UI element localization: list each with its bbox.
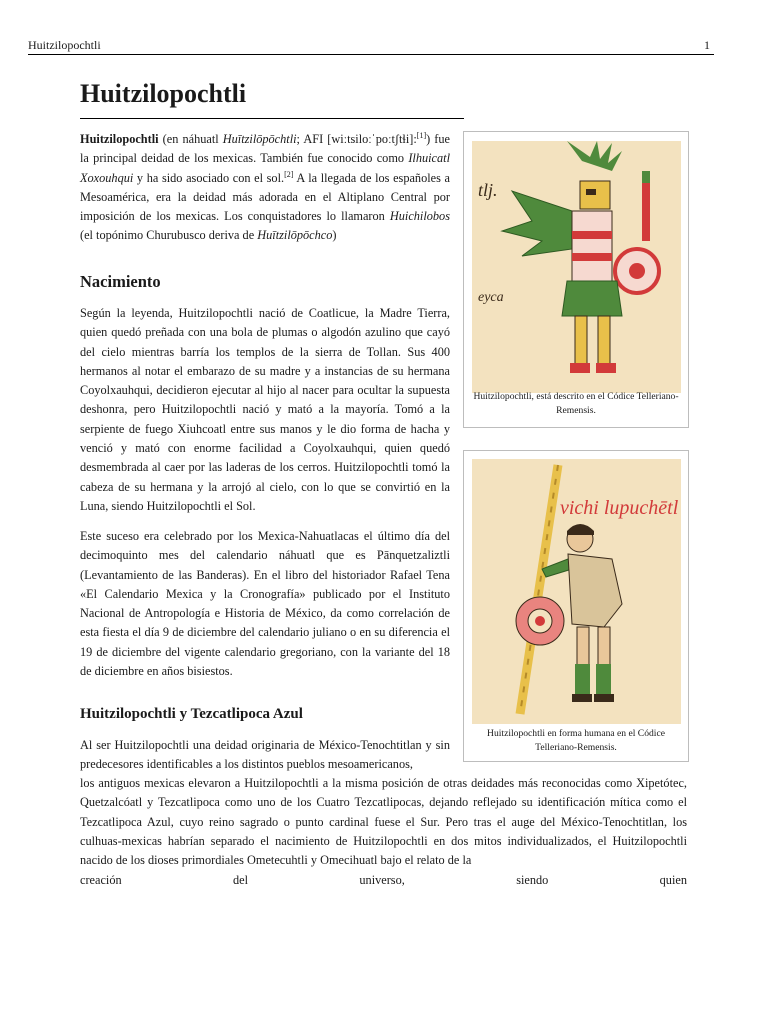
intro-text: ) <box>332 228 337 243</box>
paragraph <box>80 304 450 516</box>
paragraph-text: Según la leyenda, Huitzilopochtli nació de Coatlicue, la Madre Tierra, quien quedó preñada con una bola de plumas o algodón azulino que cayó del cielo mientras barría los templos de la sierra de Tollan. Sus 400 hermanos al notar el embarazo de su madre y a instancias de su hermana Coyolxauhqui, decidieron ejecutar al hijo al nacer para ocultar la supuesta deshonra, pero Huitzilopochtli nació y mató a la mayoría. Tomó a la serpiente de fuego Xiuhcoatl entre sus manos y le dio forma de hacha y venció y mató con enorme facilidad a Coyolxauhqui, quien quedó desmembrada al caer por las laderas de los cerros. Huitzilopochtli tomó la cabeza de su hermana y la arrojó al cielo, con lo que se convirtió en la Luna, siendo Huitzilopochtli el Sol. <box>80 306 450 513</box>
intro-text: (el topónimo Churubusco deriva de <box>80 228 258 243</box>
figure-caption: Huitzilopochtli, está descrito en el Códice Telleriano-Remensis. <box>473 391 679 416</box>
intro-text: ) fue la principal deidad de los mexicas. También fue conocido como <box>80 132 450 166</box>
section-heading-tezcatlipoca: Huitzilopochtli y Tezcatlipoca Azul <box>80 706 303 722</box>
intro-alt-name: Ilhuicatl Xoxouhqui <box>80 151 450 185</box>
intro-text: (en náhuatl <box>158 132 223 146</box>
intro-text: y ha sido asociado con el sol. <box>133 170 285 185</box>
word: universo, <box>359 873 405 887</box>
intro-spanish-name: Huichilobos <box>389 209 450 224</box>
intro-text: A la llegada de los españoles a Mesoamérica, era la deidad más adorada en el Altiplano Central por imposición de los mexicas. Los conquistadores lo llamaron <box>80 170 450 224</box>
intro-nahuatl-name: Huītzilōpōchtli <box>222 132 297 146</box>
word: del <box>233 873 249 887</box>
word: creación <box>80 873 122 887</box>
intro-paragraph <box>80 130 450 246</box>
paragraph-text: Este suceso era celebrado por los Mexica-Nahuatlacas el último día del decimoquinto mes del calendario náhuatl que es Pānquetzaliztli (Levantamiento de las Banderas). En el libro del historiador Rafael Tena «El Calendario Mexica y la Cronografía» publicado por el Instituto Nacional de Antropología e Historia de México, da como correlación de esta fiesta el día 9 de diciembre del calendario juliano o en su diferencia el 19 de diciembre del vigente calendario gregoriano, con la variante del 18 de diciembre en años bisiestos. <box>80 529 450 679</box>
paragraph <box>80 736 450 775</box>
intro-text: ; AFI [wiːtsiloːˈpoːtʃtɬi]: <box>296 132 417 146</box>
figure-codex-deity <box>463 131 689 428</box>
last-justified-line <box>80 871 687 890</box>
figure-codex-human-form <box>463 450 689 762</box>
figure-caption: Huitzilopochtli en forma humana en el Códice Telleriano-Remensis. <box>487 728 665 753</box>
paragraph-full-width <box>80 774 687 870</box>
word: quien <box>659 873 687 887</box>
codex-deity-image[interactable] <box>472 141 681 393</box>
page-number: 1 <box>704 38 710 52</box>
paragraph-text: los antiguos mexicas elevaron a Huitzilopochtli a la misma posición de otras deidades más reconocidas como Xipetótec, Quetzalcóatl y Tezcatlipoca como uno de los Cuatro Tezcatlipocas, dejando reflejado su identificación mítica como el Tezcatlipoca Azul, cuyo reino sagrado o punto cardinal fuese el Sur. Pero tras el auge del México-Tenochtitlan, los culhuas-mexicas habrían separado el nacimiento de Huitzilopochtli en dos mitos individualizados, el Huitzilopochtli nacido de los dioses primordiales Ometecuhtli y Omecihuatl bajo el relato de la <box>80 776 687 868</box>
codex-human-form-image[interactable] <box>472 459 681 724</box>
paragraph <box>80 527 450 681</box>
title-rule <box>80 118 464 119</box>
codex-glyph-text: vichi lupuchētl <box>560 497 679 519</box>
codex-glyph-text: eyca <box>478 290 504 305</box>
intro-toponym: Huītzilōpōchco <box>257 228 333 243</box>
paragraph-text: Al ser Huitzilopochtli una deidad originaria de México-Tenochtitlan y sin predecesores identificables a los distintos pueblos mesoamericanos, <box>80 738 450 772</box>
section-heading-nacimiento: Nacimiento <box>80 272 161 291</box>
codex-glyph-text: tlj. <box>478 180 498 200</box>
citation-link[interactable]: [1] <box>416 130 427 140</box>
citation-link[interactable]: [2] <box>284 169 294 179</box>
intro-bold-term: Huitzilopochtli <box>80 132 159 146</box>
running-head-title: Huitzilopochtli <box>28 38 101 52</box>
running-head <box>28 38 714 55</box>
article-title: Huitzilopochtli <box>80 79 247 108</box>
word: siendo <box>516 873 549 887</box>
